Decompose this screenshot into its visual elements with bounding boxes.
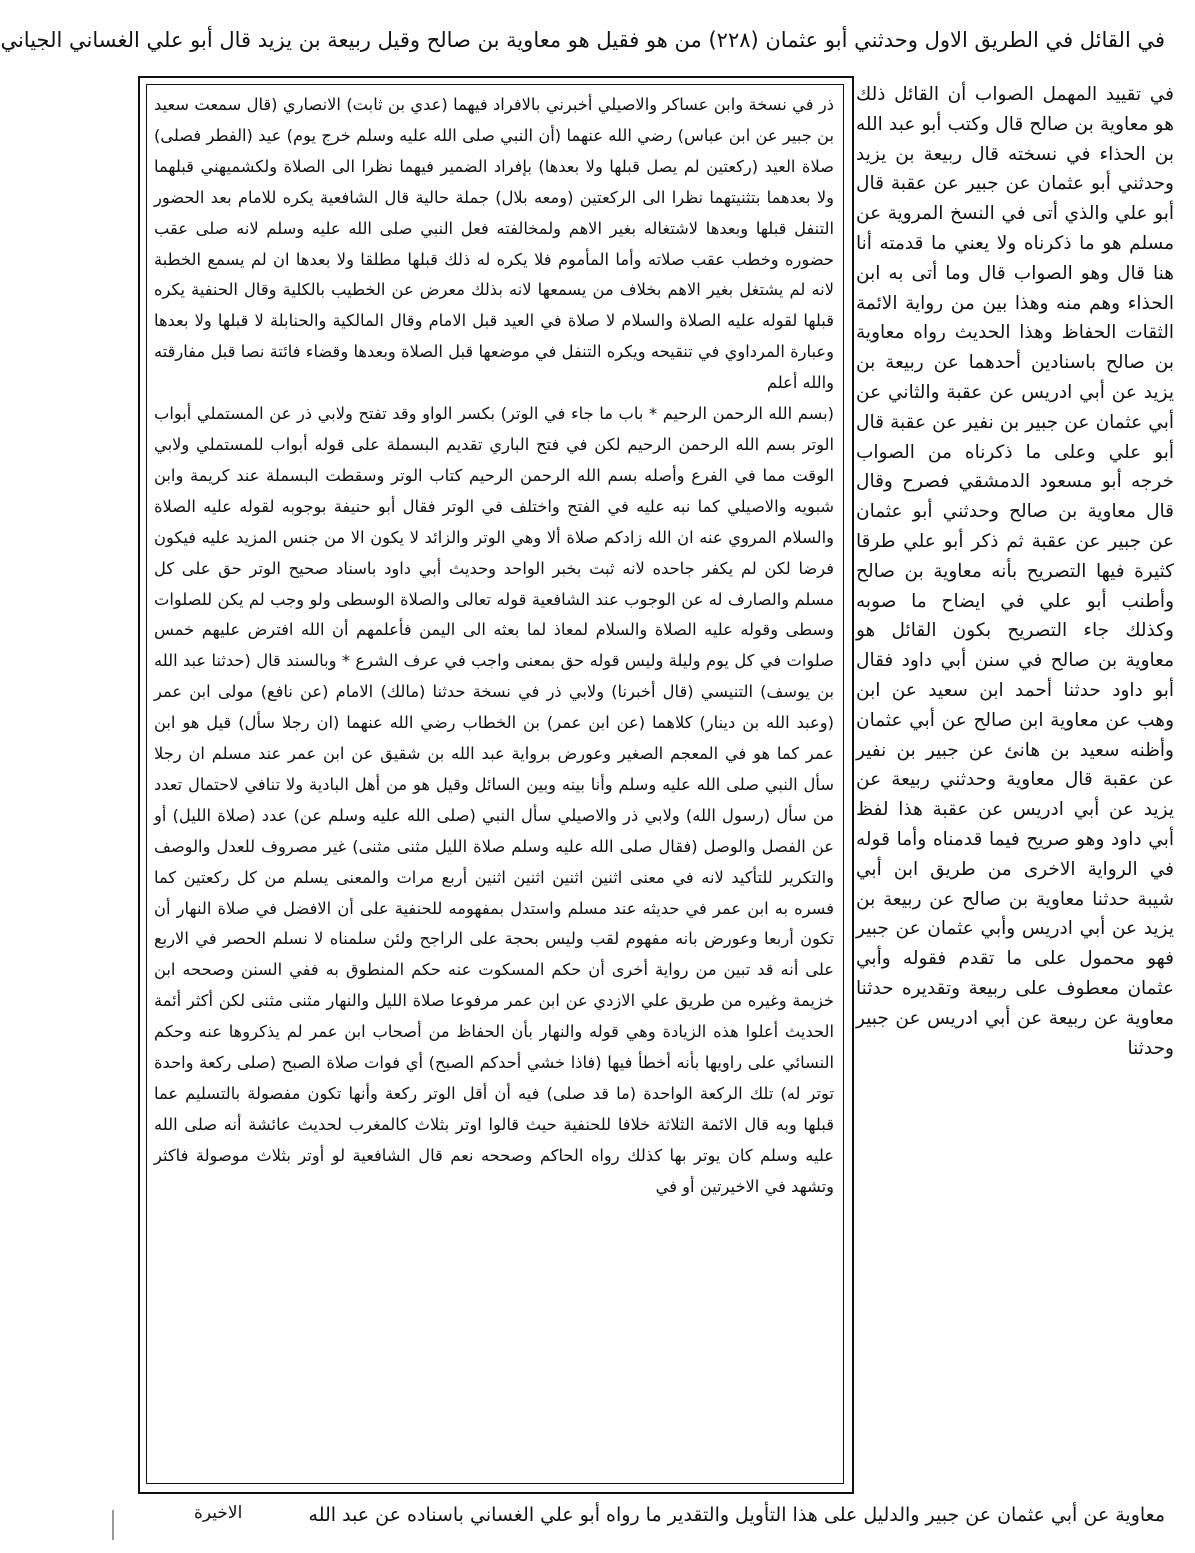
main-paragraph-witr-chapter: (بسم الله الرحمن الرحيم * باب ما جاء في الوتر) بكسر الواو وقد تفتح ولابي ذر عن المستملي أبواب الوتر بسم الله الرحمن الرحيم لكن في فتح الباري تقديم البسملة على قوله أبواب للمستملي ولابي الوقت مما في الفرع وأصله بسم الله الرحمن الرحيم كتاب الوتر وسقطت البسملة عند كريمة وابن شبويه والاصيلي كما نبه عليه في الفتح واختلف في الوتر فقال أبو حنيفة بوجوبه لقوله عليه الصلاة والسلام المروي عنه ان الله زادكم صلاة ألا وهي الوتر والزائد لا يكون الا من جنس المزيد عليه فيكون فرضا لكن لم يكفر جاحده لانه ثبت بخبر الواحد وحديث أبي داود باسناد صحيح الوتر حق على كل مسلم والصارف له عن الوجوب عند الشافعية قوله تعالى والصلاة الوسطى ولو وجب لم يكن للصلوات وسطى وقوله عليه الصلاة والسلام لمعاذ لما بعثه الى اليمن فأعلمهم أن الله افترض عليهم خمس صلوات في كل يوم وليلة وليس قوله حق بمعنى واجب في عرف الشرع * وبالسند قال (حدثنا عبد الله بن يوسف) التنيسي (قال أخبرنا) ولابي ذر في نسخة حدثنا (مالك) الامام (عن نافع) مولى ابن عمر (وعبد الله بن دينار) كلاهما (عن ابن عمر) بن الخطاب رضي الله عنهما (ان رجلا سأل) قيل هو ابن عمر كما هو في المعجم الصغير وعورض برواية عبد الله بن شقيق عن ابن عمر عند مسلم ان رجلا سأل النبي صلى الله عليه وسلم وأنا بينه وبين السائل وقيل هو من أهل البادية ولا تنافي لاحتمال تعدد من سأل (رسول الله) ولابي ذر والاصيلي سأل النبي (صلى الله عليه وسلم عن) عدد (صلاة الليل) أو عن الفصل والوصل (فقال صلى الله عليه وسلم صلاة الليل مثنى مثنى) غير مصروف للعدل والوصف والتكرير للتأكيد لانه في معنى اثنين اثنين اثنين اثنين أربع مرات والمعنى يسلم من كل ركعتين كما فسره به ابن عمر في حديثه عند مسلم واستدل بمفهومه للحنفية على أن الافضل في صلاة النهار أن تكون أربعا وعورض بانه مفهوم لقب وليس بحجة على الراجح ولئن سلمناه لا نسلم الحصر في الاربع على أنه قد تبين من رواية أخرى أن حكم المسكوت عنه حكم المنطوق به ففي السنن وصححه ابن خزيمة وغيره من طريق علي الازدي عن ابن عمر مرفوعا صلاة الليل والنهار مثنى مثنى لكن أكثر أئمة الحديث أعلوا هذه الزيادة وهي قوله والنهار بأن الحفاظ من أصحاب ابن عمر لم يذكروها عنه وحكم النسائي على راويها بأنه أخطأ فيها (فاذا خشي أحدكم الصبح) أي فوات صلاة الصبح (صلى ركعة واحدة توتر له) تلك الركعة الواحدة (ما قد صلى) فيه أن أقل الوتر ركعة وأنها تكون مفصولة بالتسليم عما قبلها وبه قال الائمة الثلاثة خلافا للحنفية حيث قالوا اوتر بثلاث كالمغرب لحديث عائشة أنه صلى الله عليه وسلم كان يوتر بها كذلك رواه الحاكم وصححه نعم قال الشافعية لو أوتر بثلاث موصولة فاكثر وتشهد في الاخيرتين أو في — [154, 404, 834, 1196]
footer-line: معاوية عن أبي عثمان عن جبير والدليل على هذا التأويل والتقدير ما رواه أبو علي الغساني باسناده عن عبد الله — [308, 1504, 1165, 1526]
running-header: في القائل في الطريق الاول وحدثني أبو عثمان (٢٢٨) من هو فقيل هو معاوية بن صالح وقيل ربيعة بن يزيد قال أبو علي الغساني الجياني — [0, 28, 1165, 52]
catchword: الاخيرة — [194, 1503, 243, 1523]
side-commentary-column: في تقييد المهمل الصواب أن القائل ذلك هو معاوية بن صالح قال وكتب أبو عبد الله بن الحذاء في نسخته قال ربيعة بن يزيد وحدثني أبو عثمان عن جبير عن عقبة قال أبو علي والذي أتى في النسخ المروية عن مسلم هو ما ذكرناه ولا يعني ما قدمته أنا هنا قال وهو الصواب قال وما أتى به ابن الحذاء وهم منه وهذا بين من رواية الائمة الثقات الحفاظ وهذا الحديث رواه معاوية بن صالح باسنادين أحدهما عن ربيعة بن يزيد عن أبي ادريس عن عقبة والثاني عن أبي عثمان عن جبير بن نفير عن عقبة قال أبو علي وعلى ما ذكرناه من الصواب خرجه أبو مسعود الدمشقي فصرح وقال قال معاوية بن صالح وحدثني أبو عثمان عن جبير عن عقبة ثم ذكر أبو علي طرقا كثيرة فيها التصريح بأنه معاوية بن صالح وأطنب أبو علي في ايضاح ما صوبه وكذلك جاء التصريح بكون القائل هو معاوية بن صالح في سنن أبي داود فقال أبو داود حدثنا أحمد ابن سعيد عن ابن وهب عن معاوية ابن صالح عن أبي عثمان وأظنه سعيد بن هانئ عن جبير بن نفير عن عقبة قال معاوية وحدثني ربيعة عن يزيد عن أبي ادريس عن عقبة هذا لفظ أبي داود وهو صريح فيما قدمناه وأما قوله في الرواية الاخرى من طريق ابن أبي شيبة حدثنا معاوية بن صالح عن ربيعة بن يزيد عن أبي ادريس وأبي عثمان عن جبير فهو محمول على ما تقدم فقوله وأبي عثمان معطوف على ربيعة وتقديره حدثنا معاوية عن ربيعة عن أبي ادريس عن جبير وحدثنا — [856, 84, 1174, 1059]
margin-mark — [112, 1510, 114, 1540]
main-text-column — [154, 90, 834, 1478]
main-paragraph-eid-prayer: ذر في نسخة وابن عساكر والاصيلي أخبرني بالافراد فيهما (عدي بن ثابت) الانصاري (قال سمعت سعيد بن جبير عن ابن عباس) رضي الله عنهما (أن النبي صلى الله عليه وسلم خرج يوم) عيد (الفطر فصلى) صلاة العيد (ركعتين لم يصل قبلها ولا بعدها) بإفراد الضمير فيهما نظرا الى الصلاة ولكشميهني قبلهما ولا بعدهما بتثنيتهما نظرا الى الركعتين (ومعه بلال) جملة حالية قال الشافعية يكره للامام بعد الحضور التنفل قبلها وبعدها لاشتغاله بغير الاهم ولمخالفته فعل النبي صلى الله عليه وسلم لانه صلى عقب حضوره وخطب عقب صلاته وأما المأموم فلا يكره له ذلك قبلها مطلقا ولا بعدها ان لم يسمع الخطبة لانه لم يشتغل بغير الاهم بخلاف من يسمعها لانه بذلك معرض عن الخطيب بالكلية وقال الحنفية يكره قبلها لقوله عليه الصلاة والسلام لا صلاة في العيد قبل الامام وقال المالكية والحنابلة لا قبلها ولا بعدها وعبارة المرداوي في تنقيحه ويكره التنفل في موضعها قبل الصلاة وبعدها وقضاء فائتة نصا قبل مفارقته والله أعلم — [154, 95, 834, 393]
